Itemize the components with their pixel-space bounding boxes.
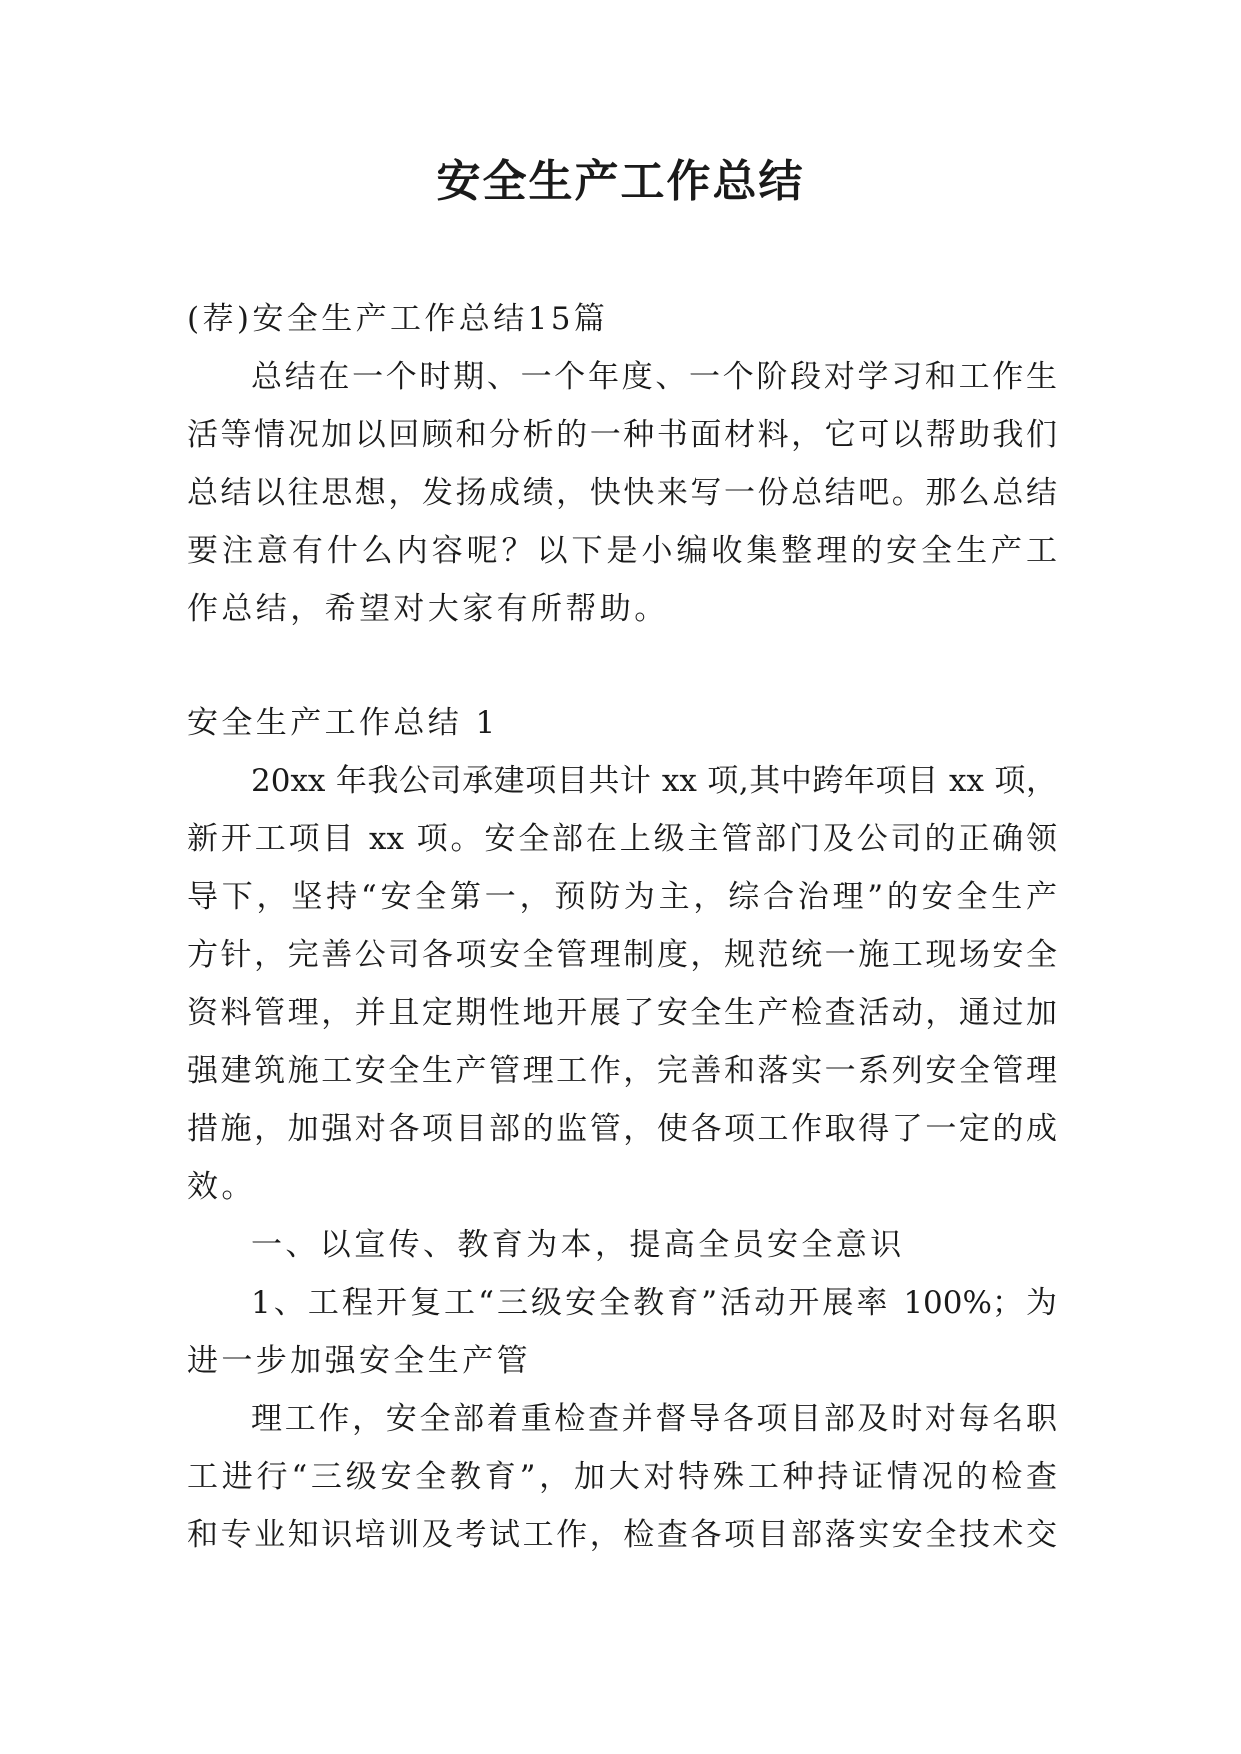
section-line: 20xx 年我公司承建项目共计 xx 项,其中跨年项目 xx 项， xyxy=(251,763,1057,799)
document-title: 安全生产工作总结 xyxy=(436,156,805,207)
section-line: 强建筑施工安全生产管理工作，完善和落实一系列安全管理 xyxy=(187,1053,1057,1089)
section-line: 措施，加强对各项目部的监管，使各项工作取得了一定的成 xyxy=(187,1111,1057,1147)
intro-line: 活等情况加以回顾和分析的一种书面材料，它可以帮助我们 xyxy=(187,417,1057,453)
document-body xyxy=(187,290,1057,1564)
section-line: 导下，坚持“安全第一，预防为主，综合治理”的安全生产 xyxy=(187,879,1057,915)
document-subtitle: (荐)安全生产工作总结15篇 xyxy=(187,301,609,337)
paragraph-gap xyxy=(187,638,1057,694)
section-line: 资料管理，并且定期性地开展了安全生产检查活动，通过加 xyxy=(187,995,1057,1031)
intro-line: 总结以往思想，发扬成绩，快快来写一份总结吧。那么总结 xyxy=(187,475,1057,511)
item-cont-line: 和专业知识培训及考试工作，检查各项目部落实安全技术交 xyxy=(187,1517,1057,1553)
section-line: 效。 xyxy=(187,1169,256,1205)
item-cont-line: 工进行“三级安全教育”，加大对特殊工种持证情况的检查 xyxy=(187,1459,1057,1495)
section-heading: 安全生产工作总结 1 xyxy=(187,705,499,741)
item-heading: 一、以宣传、教育为本，提高全员安全意识 xyxy=(251,1227,905,1263)
intro-line: 总结在一个时期、一个年度、一个阶段对学习和工作生 xyxy=(251,359,1057,395)
section-line: 方针，完善公司各项安全管理制度，规范统一施工现场安全 xyxy=(187,937,1057,973)
item-line: 进一步加强安全生产管 xyxy=(187,1343,531,1379)
intro-line: 作总结，希望对大家有所帮助。 xyxy=(187,591,669,627)
section-line: 新开工项目 xx 项。安全部在上级主管部门及公司的正确领 xyxy=(187,821,1057,857)
intro-line: 要注意有什么内容呢？以下是小编收集整理的安全生产工 xyxy=(187,533,1057,569)
item-cont-line: 理工作，安全部着重检查并督导各项目部及时对每名职 xyxy=(251,1401,1057,1437)
item-line: 1、工程开复工“三级安全教育”活动开展率 100%；为 xyxy=(251,1285,1057,1321)
